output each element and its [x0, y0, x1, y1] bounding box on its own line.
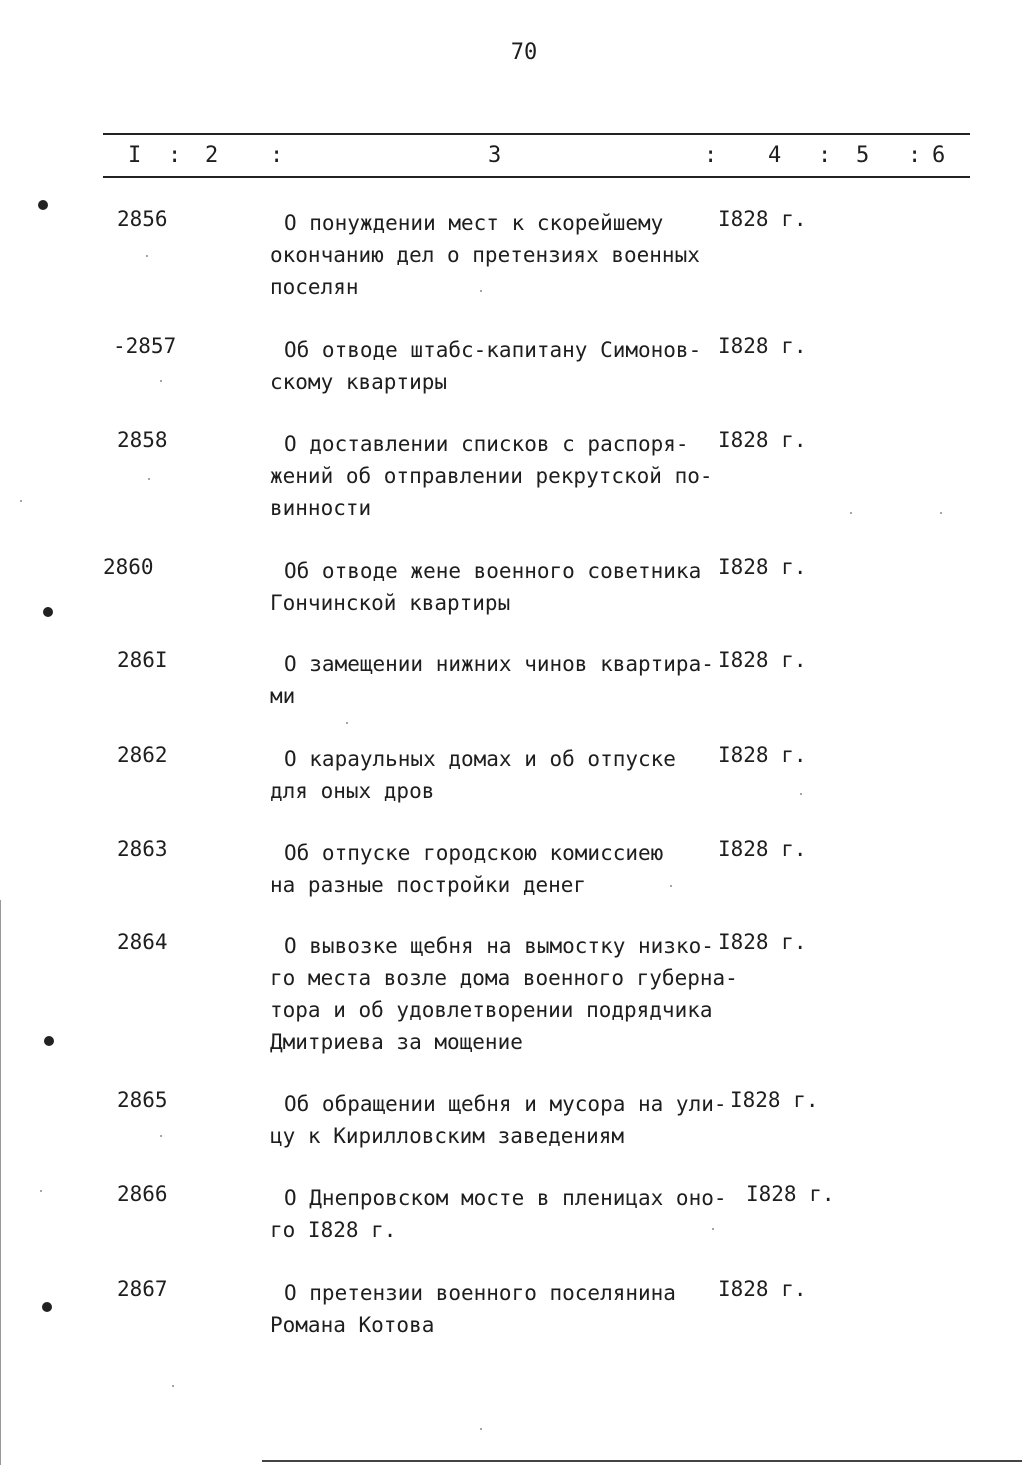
description-line: Об отпуске городскою комиссиею: [284, 841, 664, 865]
entry-description: [270, 1182, 727, 1246]
entry-description: [270, 334, 720, 398]
description-line: го места возле дома военного губерна-: [270, 966, 738, 990]
entry-number: 2862: [117, 743, 168, 767]
scan-left-edge: [0, 900, 1, 1465]
description-line: винности: [270, 496, 372, 520]
column-header-2: 2: [205, 143, 219, 168]
scan-speck: [160, 380, 162, 382]
description-line: скому квартиры: [270, 370, 448, 394]
column-separator: :: [704, 143, 718, 168]
scan-speck: [480, 1428, 482, 1430]
entry-year: I828 г.: [718, 1277, 807, 1301]
description-line: О замещении нижних чинов квартира-: [284, 652, 714, 676]
description-line: Дмитриева за мощение: [270, 1030, 523, 1054]
entry-description: [270, 207, 720, 303]
column-header-row: [0, 143, 1024, 171]
scan-speck: [160, 1135, 162, 1137]
description-line: О Днепровском мосте в пленицах оно-: [284, 1186, 727, 1210]
entry-description: [270, 837, 720, 901]
description-line: окончанию дел о претензиях военных: [270, 243, 700, 267]
scan-speck: [146, 255, 148, 257]
description-line: Об отводе штабс-капитану Симонов-: [284, 338, 702, 362]
description-line: О вывозке щебня на вымостку низко-: [284, 934, 714, 958]
entry-description: [270, 428, 720, 524]
punch-hole-mark: [38, 200, 48, 210]
entry-year: I828 г.: [718, 334, 807, 358]
entry-number: 2866: [117, 1182, 168, 1206]
column-separator: :: [818, 143, 832, 168]
description-line: цу к Кирилловским заведениям: [270, 1124, 625, 1148]
entry-year: I828 г.: [718, 555, 807, 579]
entry-number: -2857: [113, 334, 177, 358]
column-header-3: 3: [488, 143, 502, 168]
entry-number: 2863: [117, 837, 168, 861]
description-line: го I828 г.: [270, 1218, 397, 1242]
punch-hole-mark: [42, 1302, 52, 1312]
scan-speck: [850, 512, 852, 514]
description-line: на разные постройки денег: [270, 873, 587, 897]
description-line: поселян: [270, 275, 359, 299]
description-line: О понуждении мест к скорейшему: [284, 211, 664, 235]
description-line: ми: [270, 684, 296, 708]
scan-bottom-edge: [262, 1460, 1022, 1462]
entry-number: 2864: [117, 930, 168, 954]
entry-number: 2860: [103, 555, 154, 579]
description-line: для оных дров: [270, 779, 435, 803]
entry-year: I828 г.: [718, 930, 807, 954]
entry-number: 2865: [117, 1088, 168, 1112]
entry-number: 2867: [117, 1277, 168, 1301]
entry-description: [270, 1277, 720, 1341]
scan-speck: [346, 722, 348, 724]
column-header-1: I: [128, 143, 142, 168]
column-separator: :: [908, 143, 922, 168]
description-line: О доставлении списков с распоря-: [284, 432, 689, 456]
entry-description: [270, 743, 720, 807]
scan-speck: [172, 1385, 174, 1387]
scan-speck: [670, 885, 672, 887]
entry-year: I828 г.: [746, 1182, 835, 1206]
column-header-6: 6: [932, 143, 946, 168]
entry-year: I828 г.: [730, 1088, 819, 1112]
column-separator: :: [168, 143, 182, 168]
entry-year: I828 г.: [718, 837, 807, 861]
entry-description: [270, 648, 720, 712]
description-line: тора и об удовлетворении подрядчика: [270, 998, 713, 1022]
header-top-rule: [103, 133, 970, 135]
entry-number: 2858: [117, 428, 168, 452]
description-line: Об обращении щебня и мусора на ули-: [284, 1092, 727, 1116]
scan-speck: [800, 793, 802, 795]
entry-year: I828 г.: [718, 648, 807, 672]
entry-year: I828 г.: [718, 428, 807, 452]
punch-hole-mark: [43, 607, 53, 617]
scan-speck: [40, 1190, 42, 1192]
punch-hole-mark: [44, 1036, 54, 1046]
description-line: Об отводе жене военного советника: [284, 559, 702, 583]
page-number: 70: [510, 40, 538, 65]
scan-speck: [712, 1228, 714, 1230]
description-line: О претензии военного поселянина: [284, 1281, 676, 1305]
description-line: Романа Котова: [270, 1313, 435, 1337]
column-header-4: 4: [768, 143, 782, 168]
column-header-5: 5: [856, 143, 870, 168]
scan-speck: [480, 290, 482, 292]
entry-number: 2856: [117, 207, 168, 231]
header-bottom-rule: [103, 176, 970, 178]
description-line: Гончинской квартиры: [270, 591, 511, 615]
entry-year: I828 г.: [718, 743, 807, 767]
scan-speck: [940, 512, 942, 514]
entry-description: [270, 930, 738, 1058]
scan-speck: [148, 478, 150, 480]
description-line: О караульных домах и об отпуске: [284, 747, 676, 771]
description-line: жений об отправлении рекрутской по-: [270, 464, 713, 488]
entry-year: I828 г.: [718, 207, 807, 231]
column-separator: :: [270, 143, 284, 168]
entry-description: [270, 555, 720, 619]
entry-number: 286I: [117, 648, 168, 672]
entry-description: [270, 1088, 727, 1152]
scan-speck: [20, 500, 22, 502]
